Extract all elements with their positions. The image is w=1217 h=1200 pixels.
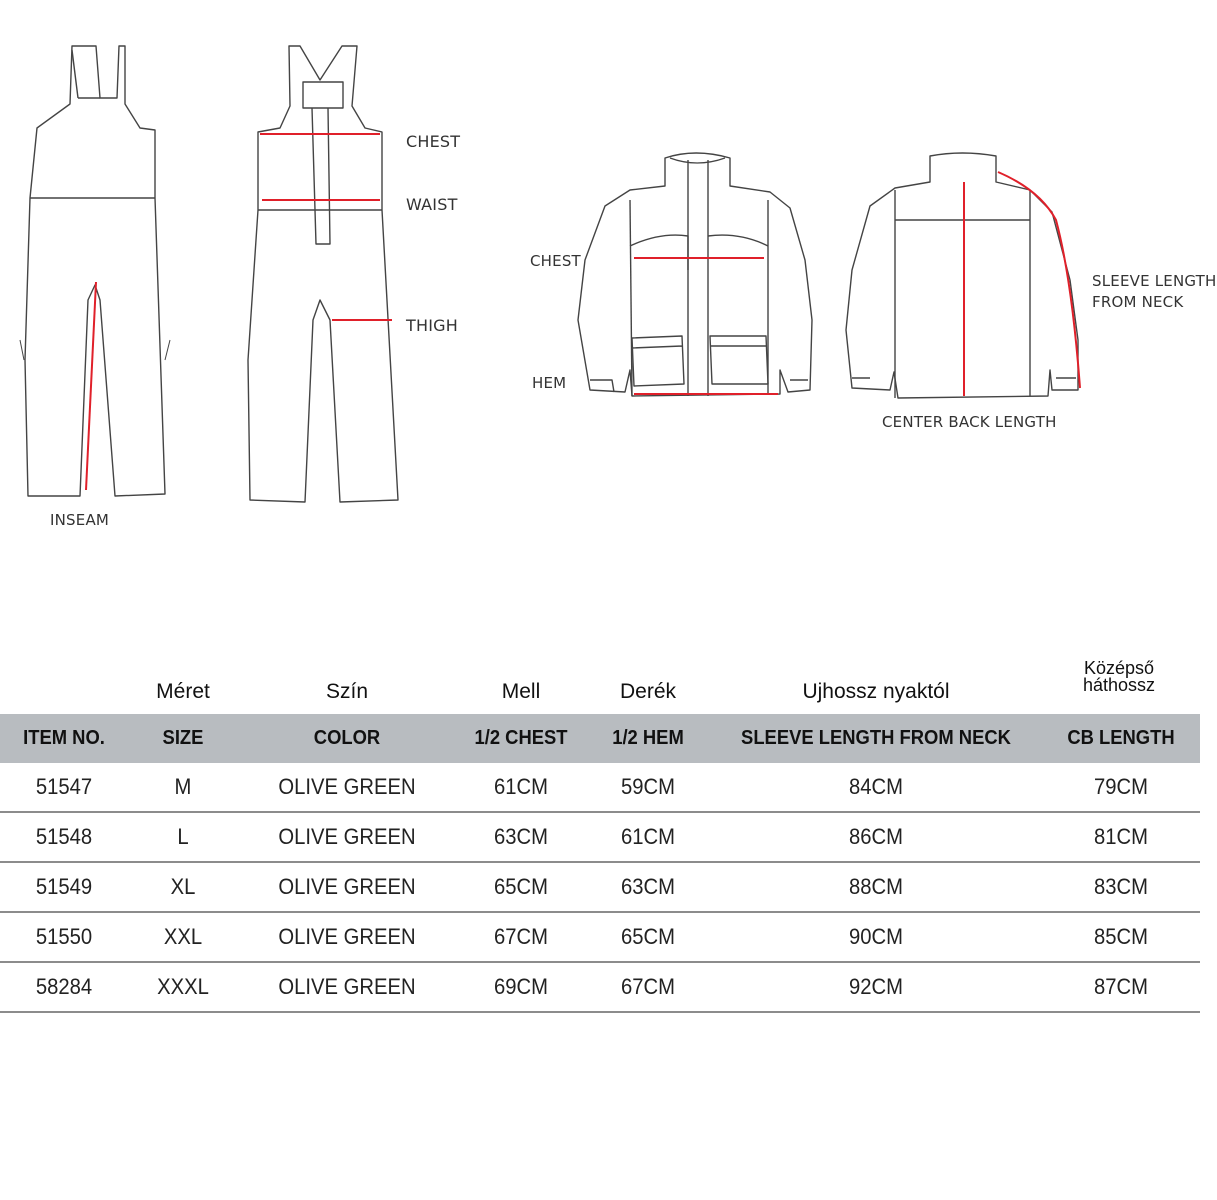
cell-chest: 69CM (494, 974, 548, 999)
hu-header-size: Méret (156, 680, 210, 703)
sleeve-length-line (998, 172, 1080, 388)
col-header-hem: 1/2 HEM (612, 727, 684, 749)
col-header-cb-length: CB LENGTH (1067, 727, 1175, 749)
cell-item-no: 51547 (35, 774, 93, 799)
cell-sleeve-length: 92CM (849, 974, 903, 999)
cell-color: OLIVE GREEN (278, 824, 416, 849)
table-row (0, 913, 1200, 963)
size-diagrams (0, 0, 1217, 560)
cell-cb-length: 83CM (1094, 874, 1148, 899)
cell-hem: 59CM (621, 774, 675, 799)
cell-chest: 67CM (494, 924, 548, 949)
table-row (0, 813, 1200, 863)
hu-header-chest: Mell (501, 680, 541, 703)
cell-hem: 67CM (621, 974, 675, 999)
cell-size: XXL (163, 924, 203, 949)
label-hem: HEM (532, 374, 567, 392)
cell-sleeve-length: 84CM (849, 774, 903, 799)
cell-chest: 63CM (494, 824, 548, 849)
cell-hem: 65CM (621, 924, 675, 949)
cell-cb-length: 85CM (1094, 924, 1148, 949)
cell-item-no: 51548 (35, 824, 93, 849)
cell-cb-length: 81CM (1094, 824, 1148, 849)
jacket-back-illustration (846, 153, 1078, 398)
cell-size: L (177, 824, 189, 849)
cell-size: XL (170, 874, 196, 899)
cell-sleeve-length: 90CM (849, 924, 903, 949)
col-header-item-no: ITEM NO. (23, 727, 105, 749)
cell-chest: 65CM (494, 874, 548, 899)
jacket-front-illustration (578, 153, 812, 396)
measurement-lines (86, 134, 1080, 490)
cell-color: OLIVE GREEN (278, 874, 416, 899)
cell-color: OLIVE GREEN (278, 774, 416, 799)
cell-item-no: 51550 (35, 924, 93, 949)
label-center-back-length: CENTER BACK LENGTH (882, 413, 1057, 431)
cell-chest: 61CM (494, 774, 548, 799)
cell-hem: 61CM (621, 824, 675, 849)
cell-cb-length: 79CM (1094, 774, 1148, 799)
label-sleeve-length-1: SLEEVE LENGTH (1092, 272, 1217, 290)
col-header-size: SIZE (162, 727, 204, 749)
cell-color: OLIVE GREEN (278, 924, 416, 949)
hu-header-color: Szín (325, 680, 369, 703)
label-inseam: INSEAM (50, 511, 110, 529)
col-header-color: COLOR (313, 727, 381, 749)
garment-illustrations (0, 0, 1200, 560)
label-chest-bib: CHEST (406, 132, 461, 151)
cell-color: OLIVE GREEN (278, 974, 416, 999)
label-sleeve-length-2: FROM NECK (1092, 293, 1184, 311)
cell-sleeve-length: 88CM (849, 874, 903, 899)
hu-header-sleeve: Ujhossz nyaktól (802, 680, 950, 703)
bib-front-illustration (248, 46, 398, 502)
size-table (0, 714, 1200, 1013)
cell-size: XXXL (157, 974, 209, 999)
cell-item-no: 51549 (35, 874, 93, 899)
bib-back-illustration (20, 46, 170, 496)
cell-size: M (174, 774, 192, 799)
cell-cb-length: 87CM (1094, 974, 1148, 999)
hungarian-header-row (0, 658, 1200, 712)
table-row (0, 963, 1200, 1013)
cell-hem: 63CM (621, 874, 675, 899)
col-header-chest: 1/2 CHEST (474, 727, 568, 749)
label-waist: WAIST (406, 195, 458, 214)
col-header-sleeve-length: SLEEVE LENGTH FROM NECK (741, 727, 1011, 749)
cell-sleeve-length: 86CM (849, 824, 903, 849)
table-row (0, 763, 1200, 813)
cell-item-no: 58284 (35, 974, 93, 999)
hu-header-cb-length: Középső háthossz (1082, 658, 1156, 695)
hu-header-hem: Derék (619, 680, 677, 703)
table-header (0, 714, 1200, 763)
label-chest-jacket: CHEST (530, 252, 581, 270)
label-thigh: THIGH (406, 316, 458, 335)
table-row (0, 863, 1200, 913)
